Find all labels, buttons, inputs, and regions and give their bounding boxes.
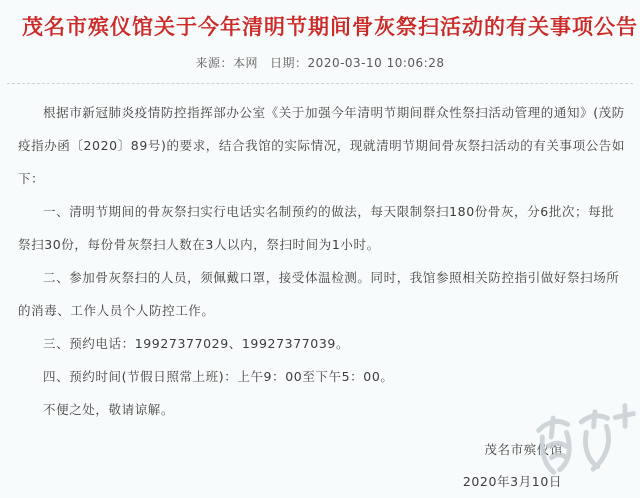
source-value: 本网 [233,56,259,71]
body-paragraph: 一、清明节期间的骨灰祭扫实行电话实名制预约的做法，每天限制祭扫180份骨灰，分6批次；每批祭扫30份，每份骨灰祭扫人数在3人以内，祭扫时间为1小时。 [18,204,615,253]
date-value: 2020-03-10 10:06:28 [307,56,445,71]
announcement-page [0,13,640,490]
signature-org: 茂名市殡仪馆 [484,442,563,458]
signature-block [0,434,640,498]
body-paragraph: 二、参加骨灰祭扫的人员，须佩戴口罩，接受体温检测。同时，我馆参照相关防控指引做好祭扫场所的消毒、工作人员个人防控工作。 [18,270,620,319]
announcement-body [0,84,640,426]
source-label: 来源： [195,56,234,71]
body-paragraph: 四、预约时间(节假日照常上班)：上午9：00至下午5：00。 [43,369,394,385]
body-paragraph: 根据市新冠肺炎疫情防控指挥部办公室《关于加强今年清明节期间群众性祭扫活动管理的通知》(茂防疫指办函〔2020〕89号)的要求，结合我馆的实际情况，现就清明节期间骨灰祭扫活动的有关事项公告如下： [18,105,625,187]
body-paragraph: 不便之处，敬请谅解。 [43,402,175,418]
body-paragraph: 三、预约电话：19927377029、19927377039。 [43,336,350,352]
announcement-title: 茂名市殡仪馆关于今年清明节期间骨灰祭扫活动的有关事项公告 [22,15,638,39]
date-label: 日期： [270,56,308,71]
signature-date: 2020年3月10日 [462,474,562,490]
meta-line [0,54,640,71]
